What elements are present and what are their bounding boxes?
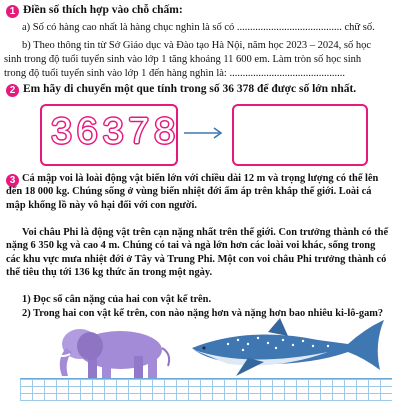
question-2-title: Em hãy di chuyển một que tính trong số 36 378 để được số lớn nhất. [23, 83, 357, 95]
question-3-paragraph-1: Cá mập voi là loài động vật biển lớn với chiều dài 12 m và trọng lượng có thể lên đến 18 000 kg. Chúng sống ở vùng biển nhiệt đới ấm áp trên khắp thế giới. Loài cá mập khổng lồ này vô hại đối với con người. [6, 173, 379, 211]
writing-grid[interactable] [20, 378, 392, 401]
question-1-number: 1 [6, 5, 19, 18]
question-3-sub-1: 1) Đọc số cân nặng của hai con vật kể trên. [22, 294, 212, 305]
elephant-image [50, 326, 180, 382]
question-1b-line-3: trong độ tuổi tuyển sinh vào lớp 1 đến hàng nghìn là: ............................................ [4, 68, 345, 79]
answer-box[interactable] [232, 104, 368, 166]
question-1b-line-2: sinh trong độ tuổi tuyển sinh vào lớp 1 tăng khoảng 11 600 em. Làm tròn số học sinh [4, 54, 362, 65]
question-3-sub-2: 2) Trong hai con vật kể trên, con nào nặng hơn và nặng hơn bao nhiêu ki-lô-gam? [22, 308, 384, 319]
matchstick-number: 36378 [50, 112, 180, 155]
question-3-paragraph-2: Voi châu Phi là động vật trên cạn nặng nhất trên thế giới. Con trưởng thành có thể nặng 6 350 kg và cao 4 m. Chúng có tai và ngà lớn hơn các loài voi khác, sống trong các khu vực mưa nhiệt đới ở Tây và Trung Phi. Một con voi châu Phi trưởng thành có thể tiêu thụ tới 136 kg thức ăn trong một ngày. [6, 227, 389, 279]
whale-shark-image [188, 318, 388, 380]
question-1-title: Điền số thích hợp vào chỗ chấm: [23, 4, 183, 16]
question-3-number: 3 [6, 174, 19, 187]
question-1b-line-1: b) Theo thông tin từ Sở Giáo dục và Đào tạo Hà Nội, năm học 2023 – 2024, số học [22, 40, 372, 51]
question-2-number: 2 [6, 84, 19, 97]
arrow-icon [184, 126, 226, 140]
matchstick-number-box [40, 104, 178, 166]
question-1a-text: a) Số có hàng cao nhất là hàng chục nghìn là số có ........................................ chữ số. [22, 22, 375, 33]
